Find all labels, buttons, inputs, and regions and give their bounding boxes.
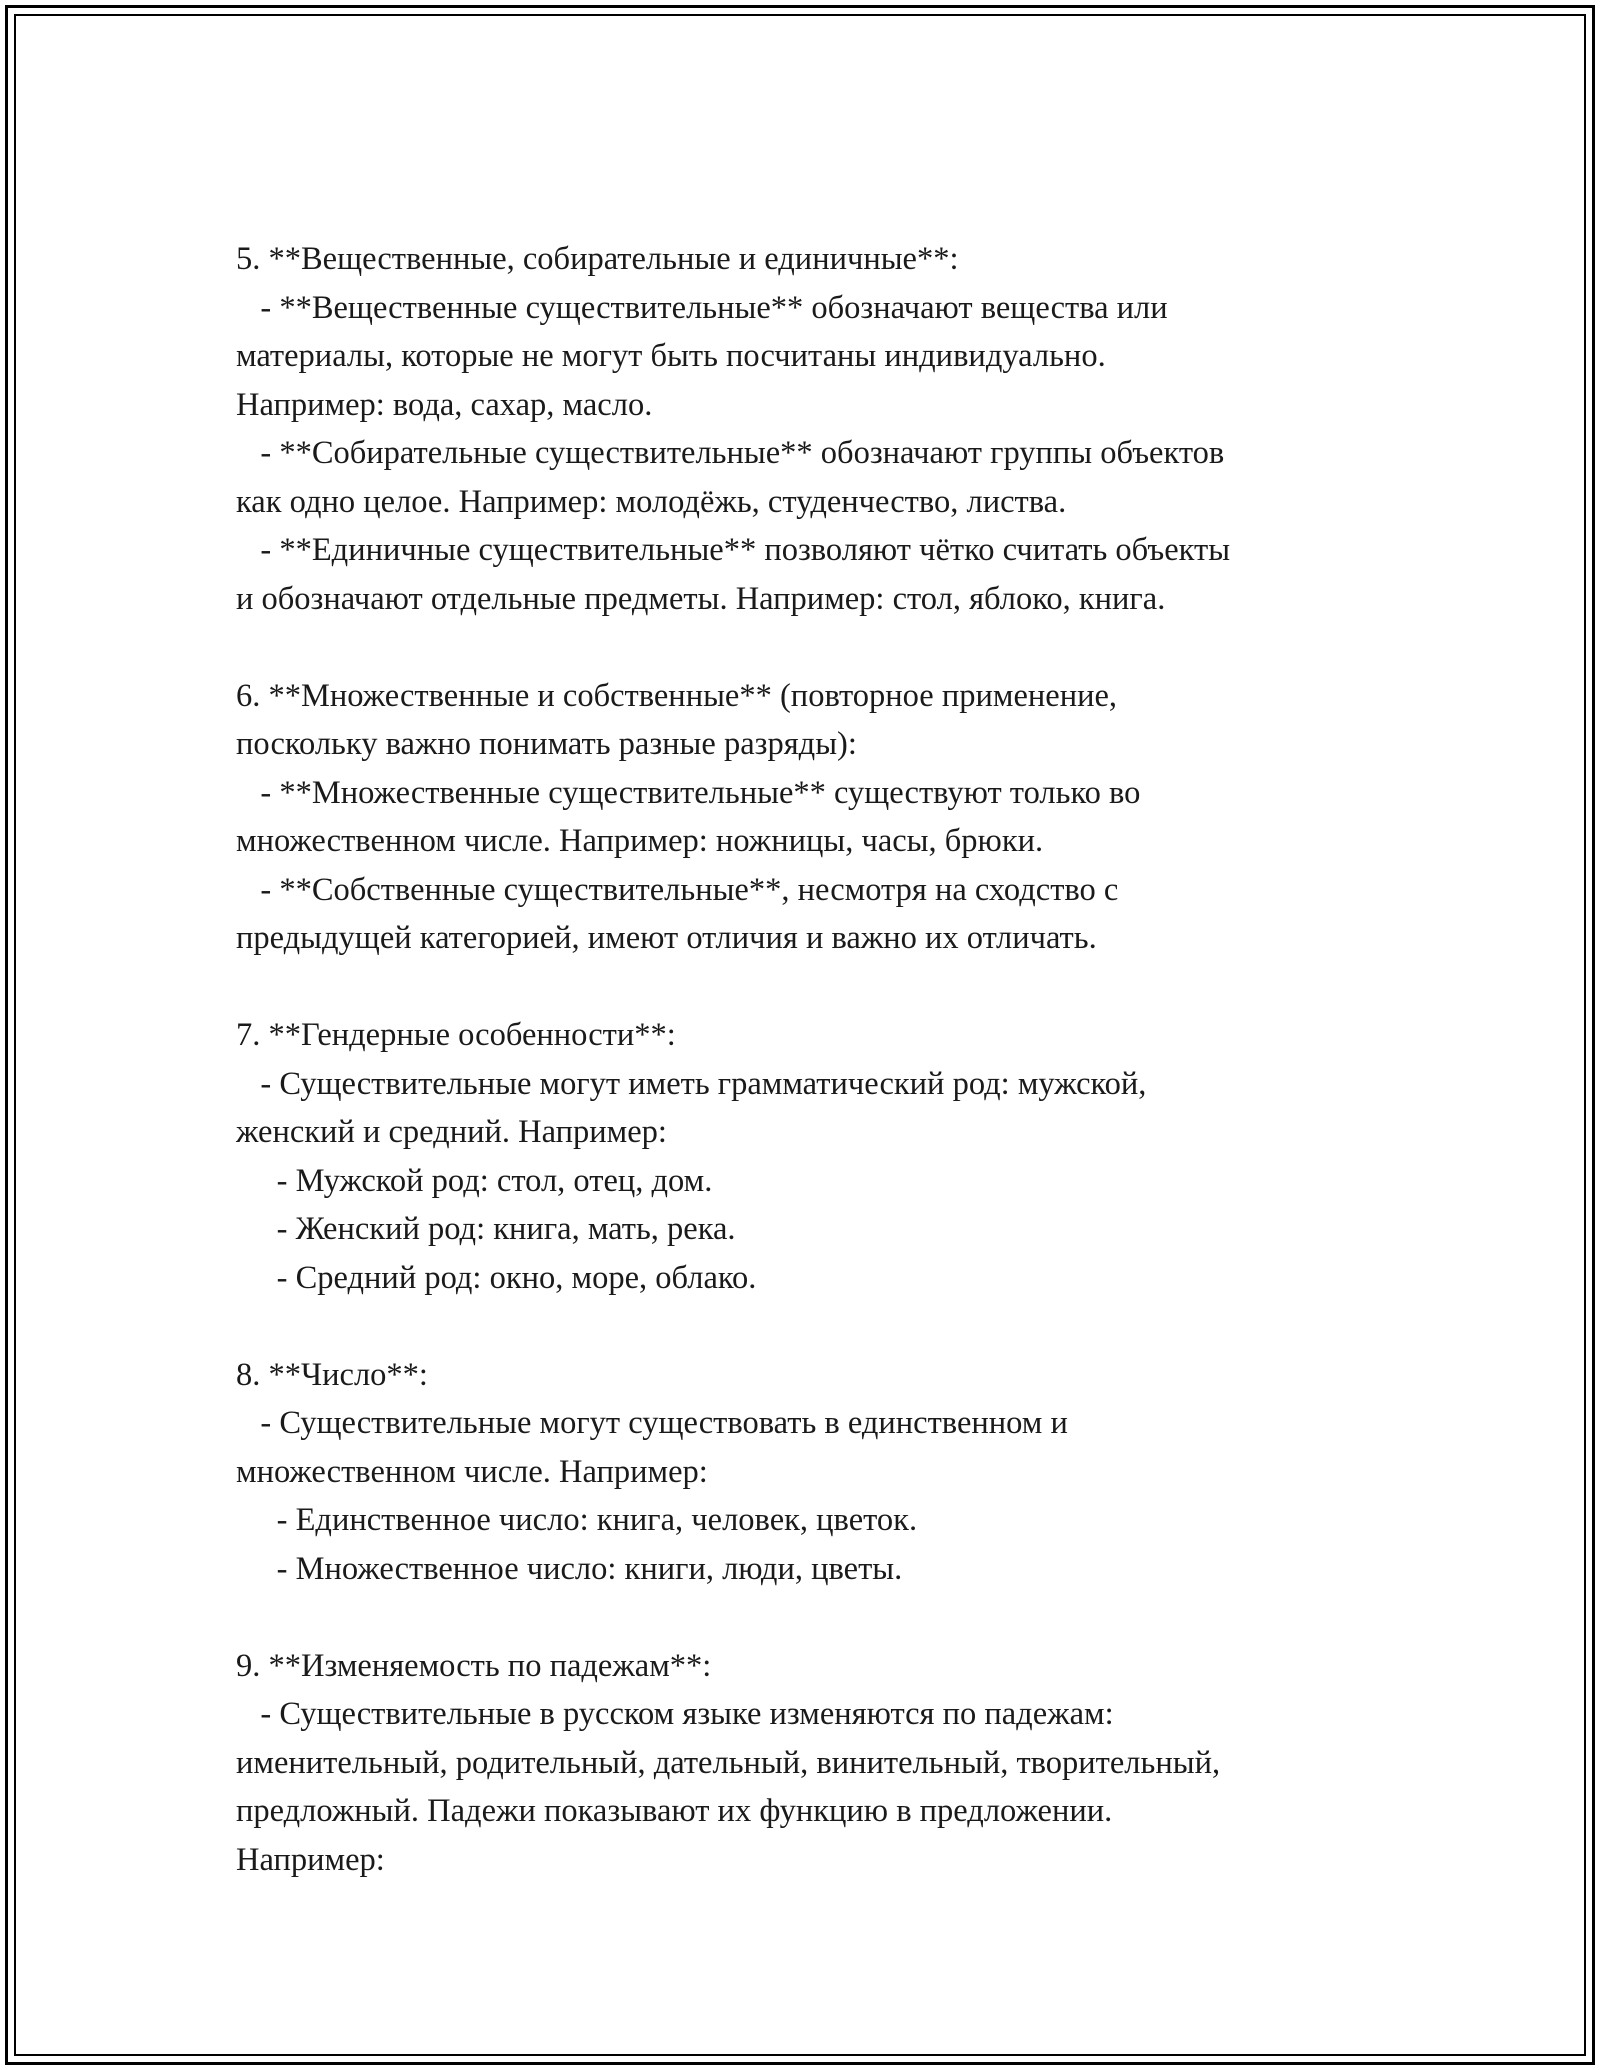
paragraph-gap <box>236 623 1416 672</box>
text-line: - **Единичные существительные** позволяют чётко считать объекты <box>236 532 1231 568</box>
section-9 <box>236 1642 1416 1885</box>
text-line: Например: вода, сахар, масло. <box>236 386 653 423</box>
text-line: именительный, родительный, дательный, винительный, творительный, <box>236 1744 1221 1781</box>
text-line: 6. **Множественные и собственные** (повторное применение, <box>236 677 1118 714</box>
text-line: - Единственное число: книга, человек, цветок. <box>236 1502 918 1538</box>
text-line: Например: <box>236 1841 385 1878</box>
section-6 <box>236 672 1416 963</box>
document-body <box>236 235 1416 1884</box>
text-line: 8. **Число**: <box>236 1356 428 1393</box>
text-line: 7. **Гендерные особенности**: <box>236 1017 676 1053</box>
text-line: - **Множественные существительные** существуют только во <box>236 774 1141 811</box>
text-line: материалы, которые не могут быть посчитаны индивидуально. <box>236 338 1106 374</box>
paragraph-gap <box>236 1593 1416 1642</box>
text-line: - Средний род: окно, море, облако. <box>236 1259 757 1296</box>
text-line: - Мужской род: стол, отец, дом. <box>236 1162 713 1199</box>
text-line: - Существительные могут существовать в единственном и <box>236 1405 1068 1441</box>
paragraph-gap <box>236 963 1416 1012</box>
text-line: множественном числе. Например: ножницы, часы, брюки. <box>236 823 1044 859</box>
text-line: 9. **Изменяемость по падежам**: <box>236 1647 712 1684</box>
text-line: - **Собирательные существительные** обозначают группы объектов <box>236 435 1225 471</box>
text-line: - Существительные могут иметь грамматический род: мужской, <box>236 1065 1147 1102</box>
text-line: предложный. Падежи показывают их функцию в предложении. <box>236 1793 1113 1829</box>
section-7 <box>236 1011 1416 1302</box>
text-line: - Женский род: книга, мать, река. <box>236 1211 736 1247</box>
text-line: 5. **Вещественные, собирательные и единичные**: <box>236 241 959 277</box>
text-line: предыдущей категорией, имеют отличия и важно их отличать. <box>236 920 1097 956</box>
text-line: и обозначают отдельные предметы. Например: стол, яблоко, книга. <box>236 580 1166 617</box>
text-line: - **Вещественные существительные** обозначают вещества или <box>236 289 1168 326</box>
text-line: как одно целое. Например: молодёжь, студенчество, листва. <box>236 483 1067 520</box>
text-line: - Множественное число: книги, люди, цветы. <box>236 1550 903 1587</box>
text-line: поскольку важно понимать разные разряды): <box>236 726 857 762</box>
text-line: - Существительные в русском языке изменяются по падежам: <box>236 1696 1114 1732</box>
section-8 <box>236 1351 1416 1594</box>
text-line: множественном числе. Например: <box>236 1453 708 1490</box>
text-line: - **Собственные существительные**, несмотря на сходство с <box>236 871 1119 908</box>
paragraph-gap <box>236 1302 1416 1351</box>
text-line: женский и средний. Например: <box>236 1114 667 1150</box>
section-5 <box>236 235 1416 623</box>
